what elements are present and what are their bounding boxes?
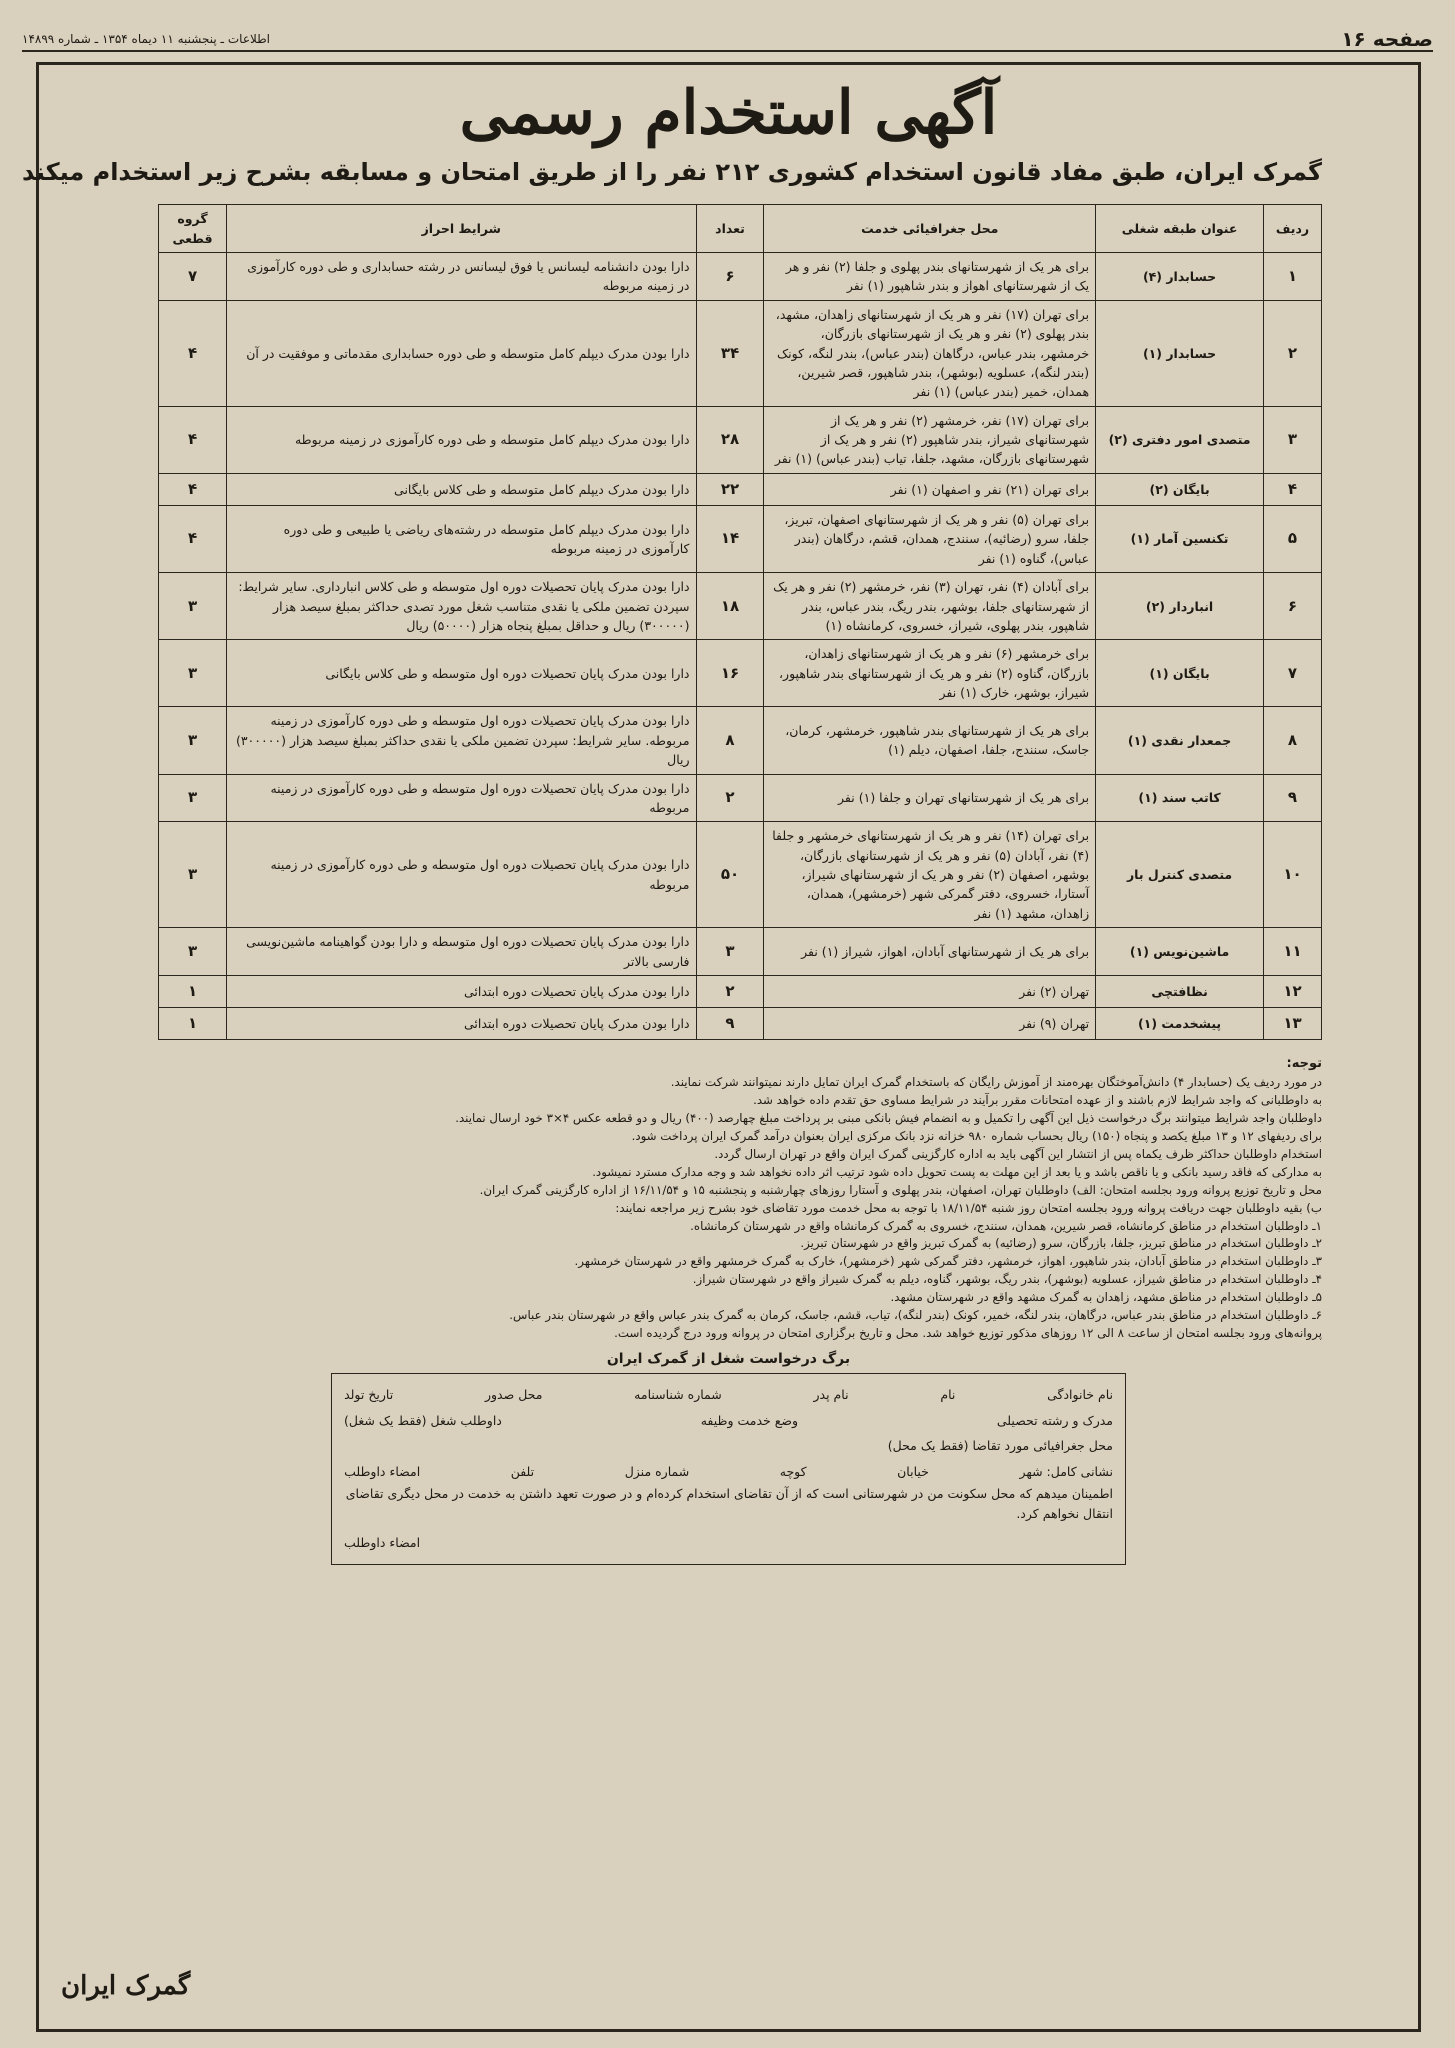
job-count: ۳ [696,928,764,976]
job-group: ۳ [159,928,227,976]
job-location: برای تهران (۱۴) نفر و هر یک از شهرستانهای خرمشهر و جلفا (۴) نفر، آبادان (۵) نفر و هر یک از شهرستانهای بازرگان، بوشهر، اصفهان (۲) نفر و هر یک از شهرستانهای شیراز، آستارا، خسروی، دفتر گمرکی شهر (خرمشهر)، همدان، زاهدان، مشهد (۱) نفر [764,822,1096,928]
job-requirements: دارا بودن مدرک پایان تحصیلات دوره اول متوسطه و طی دوره کارآموزی در زمینه مربوطه [227,774,696,822]
notes-section [135,1054,1322,1343]
job-requirements: دارا بودن مدرک دیپلم کامل متوسطه و طی دوره حسابداری مقدماتی و موفقیت در آن [227,300,696,406]
field-house-no: شماره منزل [624,1463,690,1479]
job-title: حسابدار (۱) [1096,300,1264,406]
ad-title: آگهی استخدام رسمی [459,78,998,148]
job-requirements: دارا بودن مدرک پایان تحصیلات دوره اول متوسطه و طی دوره کارآموزی در زمینه مربوطه. سایر شرایط: سپردن تضمین ملکی یا نقدی حداکثر بمبلغ سیصد هزار (۳۰۰۰۰۰) ریال [227,707,696,774]
job-group: ۴ [159,506,227,573]
row-number: ۳ [1264,406,1322,473]
field-first-name: نام [940,1386,956,1402]
row-number: ۶ [1264,573,1322,640]
table-row [159,300,1322,406]
job-location: تهران (۹) نفر [764,1008,1096,1040]
job-requirements: دارا بودن مدرک پایان تحصیلات دوره اول متوسطه و طی دوره کارآموزی در زمینه مربوطه [227,822,696,928]
field-phone: تلفن [510,1463,535,1479]
job-count: ۲ [696,975,764,1007]
field-full-address: نشانی کامل: شهر [1019,1463,1113,1479]
form-row [344,1433,1113,1459]
table-row [159,928,1322,976]
job-location: تهران (۲) نفر [764,975,1096,1007]
job-count: ۲ [696,774,764,822]
note-line: ۲ـ داوطلبان استخدام در مناطق تبریز، جلفا، بازرگان، سرو (رضائیه) به گمرک تبریز واقع در شهرستان تبریز. [800,1236,1322,1251]
form-declaration: اطمینان میدهم که محل سکونت من در شهرستانی است که از آن تقاضای استخدام کرده‌ام و در صورت تعهد داشتن به خدمت در محل دیگری تقاضای انتقال نخواهم کرد. [345,1486,1113,1522]
job-group: ۷ [159,253,227,301]
note-line: به مدارکی که فاقد رسید بانکی و یا ناقص باشد و یا بعد از این مهلت به پست تحویل داده شود ترتیب اثر داده نخواهد شد و وجه مدارک مسترد نمیشود. [592,1164,1322,1179]
job-title: ماشین‌نویس (۱) [1096,928,1264,976]
application-form-title: برگ درخواست شغل از گمرک ایران [606,1350,851,1367]
job-location: برای هر یک از شهرستانهای بندر پهلوی و جلفا (۲) نفر و هر یک از شهرستانهای اهواز و بندر شاهپور (۱) نفر [764,253,1096,301]
job-count: ۲۲ [696,473,764,505]
note-line: ۴ـ داوطلبان استخدام در مناطق شیراز، عسلویه (بوشهر)، بندر ریگ، بوشهر، گناوه، دیلم به گمرک شیراز واقع در شهرستان شیراز. [692,1272,1322,1287]
note-line: برای ردیفهای ۱۲ و ۱۳ مبلغ یکصد و پنجاه (۱۵۰) ریال بحساب شماره ۹۸۰ خزانه نزد بانک مرکزی ایران بعنوان درآمد گمرک ایران پرداخت شود. [631,1128,1322,1143]
job-requirements: دارا بودن مدرک دیپلم کامل متوسطه و طی دوره کارآموزی در زمینه مربوطه [227,406,696,473]
job-group: ۱ [159,1008,227,1040]
field-applicant-signature: امضاء داوطلب [344,1463,421,1479]
job-location: برای هر یک از شهرستانهای بندر شاهپور، خرمشهر، کرمان، جاسک، سنندج، جلفا، اصفهان، دیلم (۱) [764,707,1096,774]
job-title: متصدی امور دفتری (۲) [1096,406,1264,473]
row-number: ۵ [1264,506,1322,573]
job-title: بایگان (۲) [1096,473,1264,505]
job-title: انباردار (۲) [1096,573,1264,640]
row-number: ۹ [1264,774,1322,822]
declaration-signature: امضاء داوطلب [344,1535,421,1551]
note-line: پروانه‌های ورود بجلسه امتحان از ساعت ۸ الی ۱۲ روزهای مذکور توزیع خواهد شد. محل و تاریخ برگزاری امتحان در پروانه ورود درج گردیده است. [614,1326,1322,1341]
notes-heading: توجه: [1286,1056,1322,1072]
job-count: ۹ [696,1008,764,1040]
table-row [159,975,1322,1007]
job-requirements: دارا بودن مدرک پایان تحصیلات دوره ابتدائی [227,975,696,1007]
job-requirements: دارا بودن مدرک دیپلم کامل متوسطه در رشته‌های ریاضی یا طبیعی و طی دوره کارآموزی در زمینه مربوطه [227,506,696,573]
row-number: ۲ [1264,300,1322,406]
form-row [344,1459,1113,1485]
job-title: حسابدار (۴) [1096,253,1264,301]
newspaper-masthead [22,28,1433,52]
table-row [159,406,1322,473]
field-family-name: نام خانوادگی [1047,1386,1113,1402]
job-title: جمعدار نقدی (۱) [1096,707,1264,774]
header-row-no: ردیف [1264,205,1322,253]
job-count: ۱۸ [696,573,764,640]
job-location: برای تهران (۱۷) نفر، خرمشهر (۲) نفر و هر یک از شهرستانهای شیراز، بندر شاهپور (۲) نفر و هر یک از شهرستانهای بازرگان، مشهد، جلفا، تیاب (بندر عباس) (۱) نفر [764,406,1096,473]
row-number: ۸ [1264,707,1322,774]
row-number: ۷ [1264,640,1322,707]
job-group: ۱ [159,975,227,1007]
note-line: ۶ـ داوطلبان استخدام در مناطق بندر عباس، درگاهان، بندر لنگه، خمیر، کونک (بندر لنگه)، تیاب، قشم، جاسک، کرمان به گمرک بندر عباس واقع در شهرستان بندر عباس. [509,1308,1322,1323]
job-title: متصدی کنترل بار [1096,822,1264,928]
job-location: برای خرمشهر (۶) نفر و هر یک از شهرستانهای زاهدان، بازرگان، گناوه (۲) نفر و هر یک از شهرستانهای بندر شاهپور، شیراز، بوشهر، خارک (۱) نفر [764,640,1096,707]
customs-signature: گمرک ایران [61,1971,191,2001]
job-requirements: دارا بودن دانشنامه لیسانس یا فوق لیسانس در رشته حسابداری و طی دوره کارآموزی در زمینه مربوطه [227,253,696,301]
note-line: ب) بقیه داوطلبان جهت دریافت پروانه ورود بجلسه امتحان روز شنبه ۱۸/۱۱/۵۴ با توجه به محل خدمت مورد تقاضای خود بشرح زیر مراجعه نمایند: [615,1200,1322,1215]
job-count: ۲۸ [696,406,764,473]
job-count: ۱۴ [696,506,764,573]
field-id-number: شماره شناسنامه [634,1386,722,1402]
note-line: داوطلبان واجد شرایط میتوانند برگ درخواست ذیل این آگهی را تکمیل و به انضمام فیش بانکی مبنی بر پرداخت مبلغ چهارصد (۴۰۰) ریال و دو قطعه عکس ۴×۳ خود ارسال نمایند. [455,1110,1322,1125]
job-location: برای هر یک از شهرستانهای آبادان، اهواز، شیراز (۱) نفر [764,928,1096,976]
jobs-table [158,204,1322,1040]
job-count: ۸ [696,707,764,774]
header-group: گروه قطعی [159,205,227,253]
job-location: برای تهران (۲۱) نفر و اصفهان (۱) نفر [764,473,1096,505]
row-number: ۱۳ [1264,1008,1322,1040]
ad-subtitle: گمرک ایران، طبق مفاد قانون استخدام کشوری ۲۱۲ نفر را از طریق امتحان و مسابقه بشرح زیر استخدام میکند [21,158,1322,186]
note-line: محل و تاریخ توزیع پروانه ورود بجلسه امتحان: الف) داوطلبان تهران، اصفهان، بندر پهلوی و آستارا روزهای چهارشنبه و پنجشنبه ۱۵ و ۱۶/۱۱/۵۴ از اداره کارگزینی گمرک ایران. [479,1182,1322,1197]
job-title: پیشخدمت (۱) [1096,1008,1264,1040]
header-count: تعداد [696,205,764,253]
field-job-applied: داوطلب شغل (فقط یک شغل) [344,1412,502,1428]
note-line: ۳ـ داوطلبان استخدام در مناطق آبادان، بندر شاهپور، اهواز، خرمشهر، دفتر گمرکی شهر (خرمشهر)، خارک به گمرک خرمشهر واقع در شهرستان خرمشهر. [574,1254,1322,1269]
row-number: ۱۰ [1264,822,1322,928]
application-form [331,1373,1126,1565]
note-line: در مورد ردیف یک (حسابدار ۴) دانش‌آموختگان بهره‌مند از آموزش رایگان که باستخدام گمرک ایران تمایل دارند نمیتوانند شرکت نمایند. [670,1075,1322,1090]
row-number: ۱۱ [1264,928,1322,976]
field-service-status: وضع خدمت وظیفه [700,1412,799,1428]
job-group: ۳ [159,640,227,707]
job-group: ۳ [159,774,227,822]
job-location: برای تهران (۵) نفر و هر یک از شهرستانهای اصفهان، تبریز، جلفا، سرو (رضائیه)، سنندج، همدان، قشم، درگاهان (بندر عباس)، گناوه (۱) نفر [764,506,1096,573]
note-line: ۵ـ داوطلبان استخدام در مناطق مشهد، زاهدان به گمرک مشهد واقع در شهرستان مشهد. [890,1290,1322,1305]
job-requirements: دارا بودن مدرک پایان تحصیلات دوره اول متوسطه و دارا بودن گواهینامه ماشین‌نویسی فارسی بالاتر [227,928,696,976]
job-count: ۵۰ [696,822,764,928]
table-row [159,253,1322,301]
job-group: ۴ [159,406,227,473]
job-group: ۴ [159,300,227,406]
job-group: ۴ [159,473,227,505]
table-row [159,774,1322,822]
field-birth-date: تاریخ تولد [344,1386,394,1402]
issue-info: اطلاعات ـ پنجشنبه ۱۱ دیماه ۱۳۵۴ ـ شماره ۱۴۸۹۹ [22,32,271,46]
job-requirements: دارا بودن مدرک دیپلم کامل متوسطه و طی کلاس بایگانی [227,473,696,505]
job-group: ۳ [159,707,227,774]
table-row [159,506,1322,573]
field-education: مدرک و رشته تحصیلی [996,1412,1113,1428]
table-row [159,573,1322,640]
job-title: بایگان (۱) [1096,640,1264,707]
field-alley: کوچه [779,1463,807,1479]
table-row [159,640,1322,707]
job-location: برای هر یک از شهرستانهای تهران و جلفا (۱) نفر [764,774,1096,822]
job-requirements: دارا بودن مدرک پایان تحصیلات دوره اول متوسطه و طی کلاس بایگانی [227,640,696,707]
table-row [159,473,1322,505]
table-row [159,1008,1322,1040]
note-line: ۱ـ داوطلبان استخدام در مناطق کرمانشاه، قصر شیرین، همدان، سنندج، خسروی به گمرک کرمانشاه واقع در شهرستان کرمانشاه. [690,1218,1322,1233]
form-row [344,1382,1113,1408]
table-row [159,707,1322,774]
job-requirements: دارا بودن مدرک پایان تحصیلات دوره اول متوسطه و طی کلاس انبارداری. سایر شرایط: سپردن تضمین ملکی یا نقدی متناسب شغل مورد تصدی حداکثر بمبلغ سیصد هزار (۳۰۰۰۰۰) ریال و حداقل بمبلغ پنجاه هزار (۵۰۰۰۰) ریال [227,573,696,640]
field-father-name: نام پدر [813,1386,849,1402]
header-job-title: عنوان طبقه شغلی [1096,205,1264,253]
field-issue-place: محل صدور [484,1386,543,1402]
job-title: کاتب سند (۱) [1096,774,1264,822]
row-number: ۱۲ [1264,975,1322,1007]
row-number: ۱ [1264,253,1322,301]
note-line: استخدام داوطلبان حداکثر ظرف یکماه پس از انتشار این آگهی باید به اداره کارگزینی گمرک ایران واقع در تهران ارسال گردد. [714,1146,1322,1161]
job-count: ۳۴ [696,300,764,406]
table-row [159,822,1322,928]
header-location: محل جغرافیائی خدمت [764,205,1096,253]
row-number: ۴ [1264,473,1322,505]
form-row [344,1408,1113,1434]
field-street: خیابان [897,1463,929,1479]
table-header-row [159,205,1322,253]
field-location-requested: محل جغرافیائی مورد تقاضا (فقط یک محل) [887,1438,1113,1454]
page-number: صفحه ۱۶ [1341,27,1433,51]
header-requirements: شرایط احراز [227,205,696,253]
job-requirements: دارا بودن مدرک پایان تحصیلات دوره ابتدائی [227,1008,696,1040]
job-count: ۱۶ [696,640,764,707]
job-title: تکنسین آمار (۱) [1096,506,1264,573]
job-location: برای تهران (۱۷) نفر و هر یک از شهرستانهای زاهدان، مشهد، بندر پهلوی (۲) نفر و هر یک از شهرستانهای بازرگان، خرمشهر، بندر عباس، درگاهان (بندر عباس)، بندر لنگه، کونک (بندر لنگه)، عسلویه (بوشهر)، بندر شاهپور، قصر شیرین، همدان، خمیر (بندر عباس) (۱) نفر [764,300,1096,406]
job-title: نظافتچی [1096,975,1264,1007]
job-group: ۳ [159,573,227,640]
advertisement-frame [21,62,1421,2032]
job-group: ۳ [159,822,227,928]
job-location: برای آبادان (۴) نفر، تهران (۳) نفر، خرمشهر (۲) نفر و هر یک از شهرستانهای جلفا، بوشهر، بندر ریگ، بندر عباس، بندر شاهپور، بندر پهلوی، شیراز، خسروی، کرمانشاه (۱) [764,573,1096,640]
note-line: به داوطلبانی که واجد شرایط لازم باشند و از عهده امتحانات مقرر برآیند در شرایط مساوی حق تقدم داده خواهد شد. [753,1093,1322,1108]
job-count: ۶ [696,253,764,301]
